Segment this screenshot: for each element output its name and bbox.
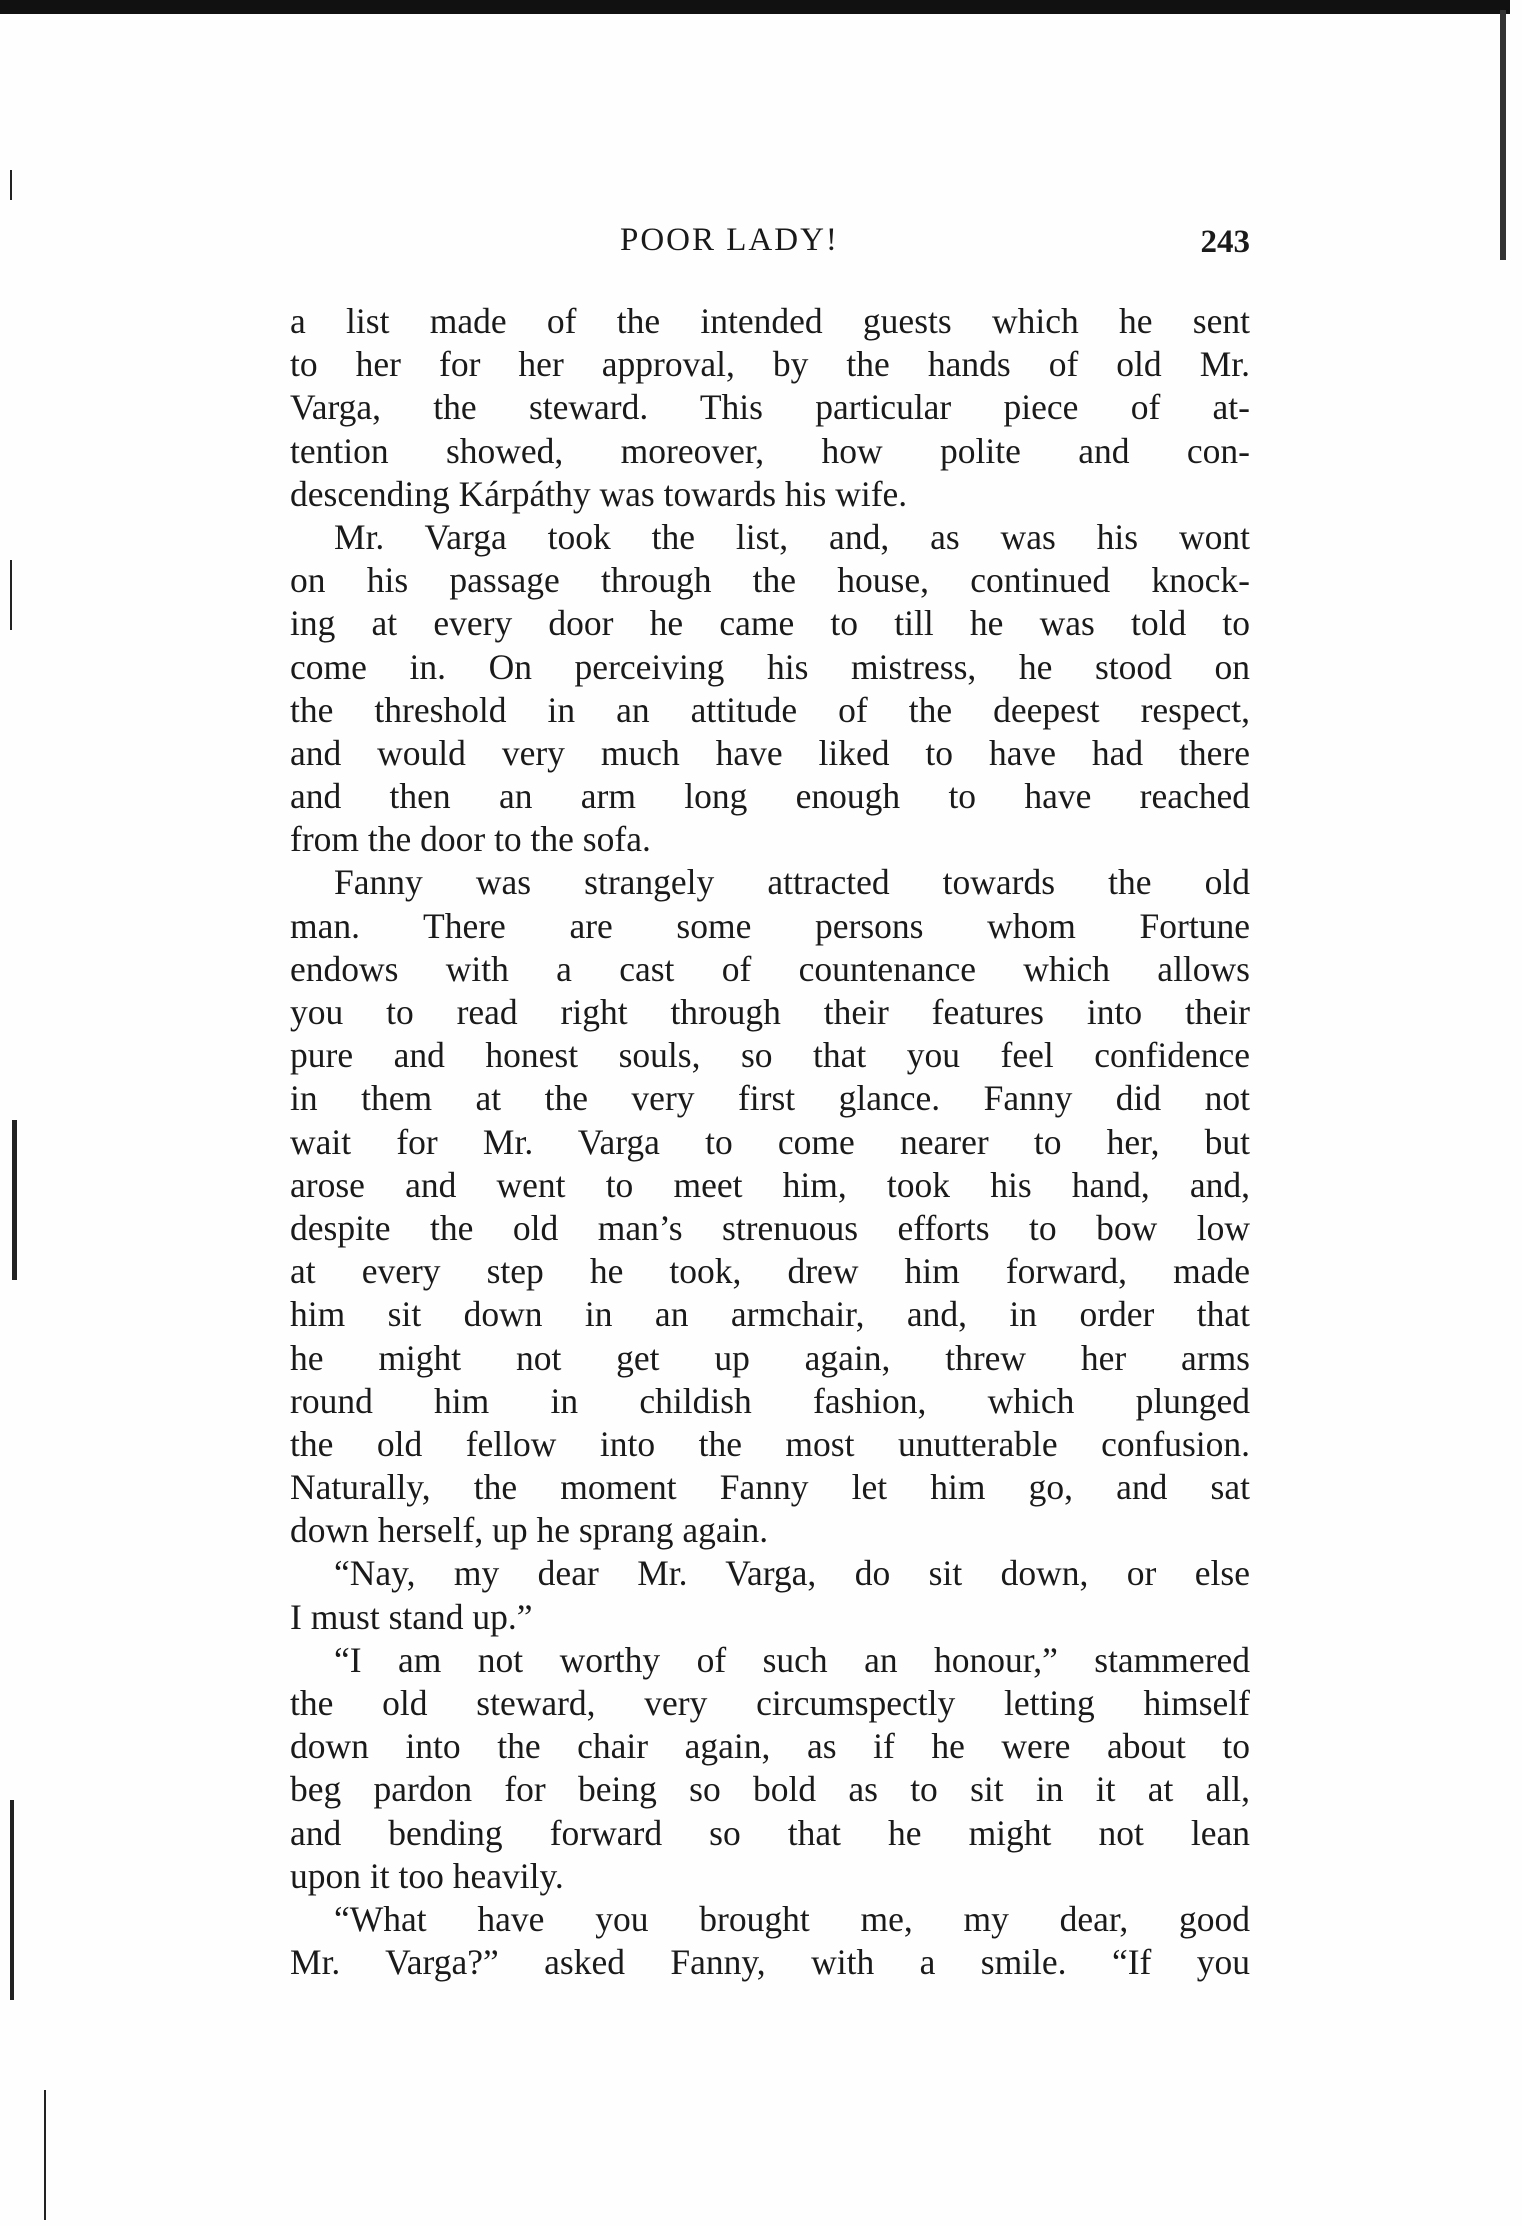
text-line: ing at every door he came to till he was told to (290, 603, 1250, 644)
text-line: beg pardon for being so bold as to sit in it at all, (290, 1769, 1250, 1810)
text-line: endows with a cast of countenance which allows (290, 948, 1250, 989)
text-line: Mr. Varga?” asked Fanny, with a smile. “If you (290, 1942, 1250, 1983)
text-line: tention showed, moreover, how polite and con- (290, 430, 1250, 471)
text-line: from the door to the sofa. (290, 819, 651, 860)
text-line: in them at the very first glance. Fanny did not (290, 1078, 1250, 1119)
body-text (290, 300, 1250, 1984)
text-line: and bending forward so that he might not lean (290, 1812, 1250, 1853)
text-line: “What have you brought me, my dear, good (334, 1898, 1250, 1939)
margin-mark (10, 170, 12, 200)
right-scan-border (1500, 10, 1506, 260)
text-line: you to read right through their features into their (290, 992, 1250, 1032)
text-line: the threshold in an attitude of the deepest respect, (290, 689, 1250, 730)
margin-mark (12, 1120, 17, 1280)
text-line: wait for Mr. Varga to come nearer to her, but (290, 1121, 1250, 1162)
text-line: Fanny was strangely attracted towards the old (334, 862, 1250, 903)
margin-mark (44, 2090, 46, 2220)
text-line: “I am not worthy of such an honour,” stammered (334, 1639, 1250, 1680)
page-number: 243 (1200, 224, 1250, 260)
text-line: a list made of the intended guests which he sent (290, 301, 1250, 341)
text-line: him sit down in an armchair, and, in order that (290, 1294, 1250, 1335)
text-line: pure and honest souls, so that you feel confidence (290, 1035, 1250, 1076)
text-line: Naturally, the moment Fanny let him go, and sat (290, 1467, 1250, 1508)
text-line: on his passage through the house, continued knock- (290, 560, 1250, 601)
text-line: he might not get up again, threw her arms (290, 1337, 1250, 1378)
top-scan-border (0, 0, 1510, 14)
text-line: I must stand up.” (290, 1596, 533, 1637)
text-line: Mr. Varga took the list, and, as was his wont (334, 516, 1250, 557)
text-line: Varga, the steward. This particular piece of at- (290, 387, 1250, 428)
text-line: “Nay, my dear Mr. Varga, do sit down, or else (334, 1553, 1250, 1594)
text-line: the old steward, very circumspectly letting himself (290, 1683, 1250, 1723)
text-line: despite the old man’s strenuous efforts to bow low (290, 1207, 1250, 1248)
text-line: to her for her approval, by the hands of old Mr. (290, 344, 1250, 385)
margin-mark (10, 1800, 14, 2000)
running-header (290, 218, 1250, 268)
text-line: down into the chair again, as if he were about to (290, 1726, 1250, 1767)
text-line: at every step he took, drew him forward, made (290, 1251, 1250, 1292)
text-line: the old fellow into the most unutterable confusion. (290, 1423, 1250, 1464)
margin-mark (10, 560, 12, 630)
text-line: down herself, up he sprang again. (290, 1510, 769, 1551)
text-line: round him in childish fashion, which plunged (290, 1380, 1250, 1421)
text-line: descending Kárpáthy was towards his wife. (290, 473, 908, 514)
text-line: come in. On perceiving his mistress, he stood on (290, 646, 1250, 687)
text-line: and would very much have liked to have had there (290, 732, 1250, 773)
text-line: arose and went to meet him, took his hand, and, (290, 1164, 1250, 1205)
running-title: POOR LADY! (620, 222, 839, 258)
text-line: man. There are some persons whom Fortune (290, 905, 1250, 946)
text-line: and then an arm long enough to have reached (290, 776, 1250, 817)
text-line: upon it too heavily. (290, 1855, 564, 1896)
